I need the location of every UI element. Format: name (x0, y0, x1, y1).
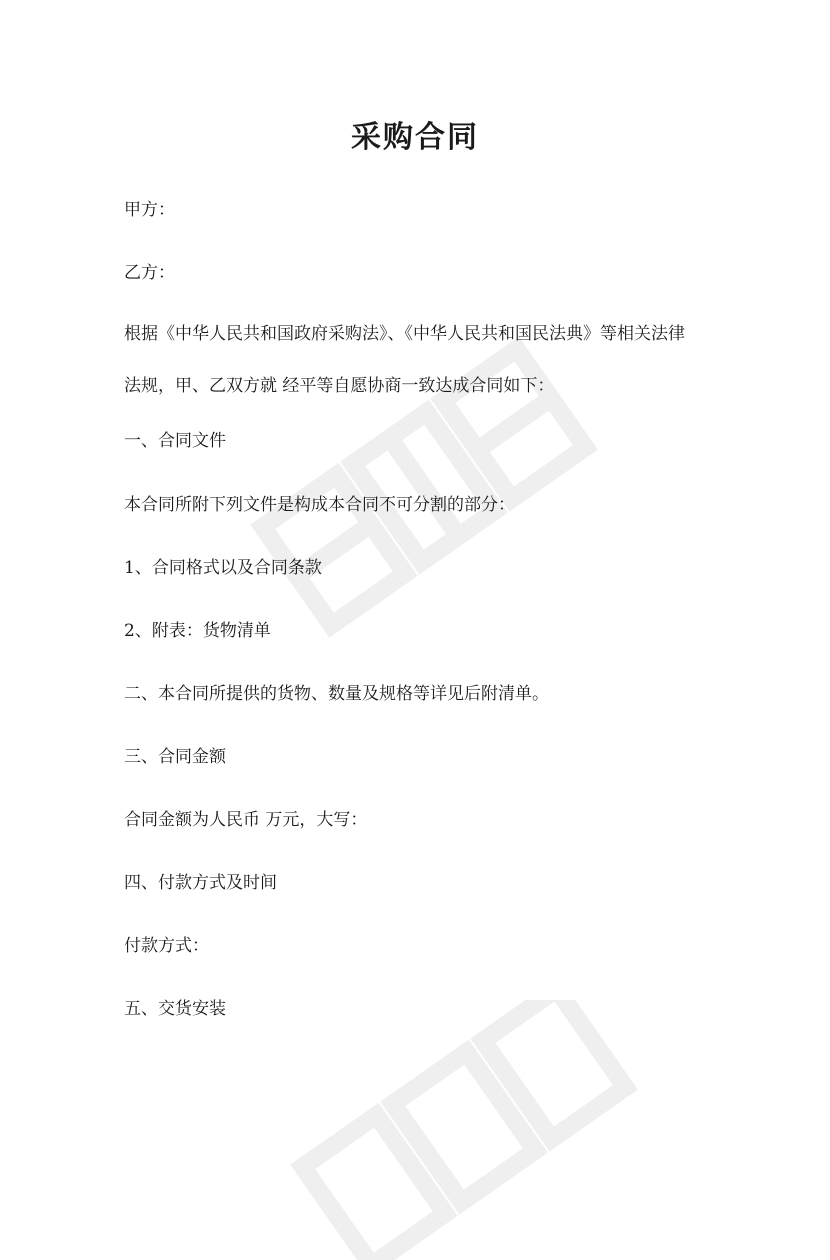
section-1-heading: 一、合同文件 (124, 431, 226, 451)
section-2-text: 二、本合同所提供的货物、数量及规格等详见后附清单。 (124, 684, 549, 704)
section-3-text: 合同金额为人民币 万元，大写： (124, 810, 368, 830)
document-title: 采购合同 (351, 120, 479, 155)
section-4-heading: 四、付款方式及时间 (124, 873, 277, 893)
party-b-label: 乙方： (124, 263, 175, 283)
party-a-label: 甲方： (124, 200, 175, 220)
section-1-intro: 本合同所附下列文件是构成本合同不可分割的部分： (124, 495, 515, 515)
watermark-icon (250, 1000, 670, 1260)
section-3-heading: 三、合同金额 (124, 747, 226, 767)
preamble-line-1: 根据《中华人民共和国政府采购法》、《中华人民共和国民法典》等相关法律 (124, 324, 685, 344)
section-5-heading: 五、交货安装 (124, 999, 226, 1019)
preamble-line-2: 法规，甲、乙双方就 经平等自愿协商一致达成合同如下： (124, 376, 555, 396)
section-4-text: 付款方式： (124, 936, 209, 956)
section-1-item-1: 1、合同格式以及合同条款 (124, 558, 322, 578)
section-1-item-2: 2、附表：货物清单 (124, 621, 271, 641)
